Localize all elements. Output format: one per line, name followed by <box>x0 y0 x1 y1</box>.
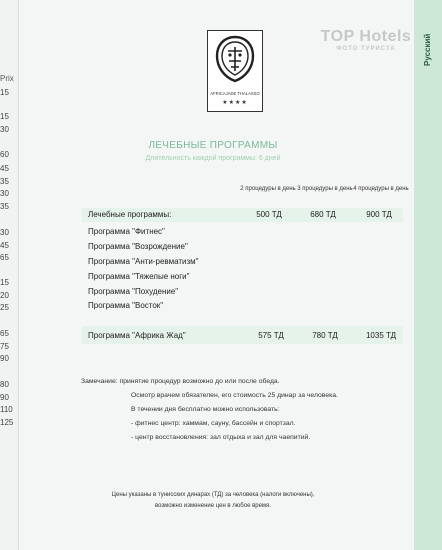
program-item: Программа "Возрождение" <box>88 242 188 251</box>
edge-number: 20 <box>0 291 9 300</box>
edge-number: 25 <box>0 303 9 312</box>
note-line: Замечание: принятие процедур возможно до или после обеда. <box>81 378 280 385</box>
price-cell: 1035 ТД <box>365 331 397 340</box>
note-line: - фитнес центр: хаммам, сауну, бассейн и спортзал. <box>131 420 296 427</box>
edge-number: 15 <box>0 112 9 121</box>
therapy-row-label: Лечебные программы: <box>88 210 172 219</box>
program-item: Программа "Анти-ревматизм" <box>88 257 199 266</box>
lion-emblem-icon <box>208 31 262 89</box>
watermark-main: TOP Hotels <box>320 28 412 45</box>
edge-number: 45 <box>0 241 9 250</box>
logo-stars: ★★★★ <box>222 100 248 106</box>
program-item: Программа "Фитнес" <box>88 227 165 236</box>
column-header: 3 процедуры в день <box>297 186 353 192</box>
edge-number: 125 <box>0 418 14 427</box>
watermark-sub: ФОТО ТУРИСТА <box>336 46 396 52</box>
africa-row-label: Программа "Африка Жад" <box>88 331 186 340</box>
program-item: Программа "Тяжелые ноги" <box>88 272 190 281</box>
price-cell: 680 ТД <box>310 210 336 219</box>
edge-number: 35 <box>0 202 9 211</box>
column-header: 4 процедуры в день <box>353 186 409 192</box>
column-header: 2 процедуры в день <box>240 186 296 192</box>
price-cell: 575 ТД <box>258 331 284 340</box>
page-title: ЛЕЧЕБНЫЕ ПРОГРАММЫ <box>148 140 278 151</box>
note-line: В течении дня бесплатно можно использовать: <box>131 406 280 413</box>
logo-brand: AFRICAJADE THALASSO <box>210 91 260 96</box>
prix-header: Prix <box>0 74 14 83</box>
edge-number: 45 <box>0 164 9 173</box>
edge-number: 30 <box>0 125 9 134</box>
price-cell: 500 ТД <box>256 210 282 219</box>
language-tab-strip <box>414 0 442 550</box>
edge-number: 65 <box>0 329 9 338</box>
note-line: Осмотр врачем обязателен, его стоимость 25 динар за человека. <box>131 392 338 399</box>
left-page-edge <box>0 0 19 550</box>
program-item: Программа "Восток" <box>88 301 164 310</box>
edge-number: 15 <box>0 278 9 287</box>
edge-number: 110 <box>0 405 13 414</box>
edge-number: 90 <box>0 393 9 402</box>
edge-number: 65 <box>0 253 9 262</box>
footer-line: возможно изменение цен в любое время. <box>155 503 271 509</box>
program-item: Программа "Похудение" <box>88 287 179 296</box>
edge-number: 30 <box>0 189 9 198</box>
language-label: Русский <box>423 33 432 67</box>
note-line: - центр восстановления: зал отдыха и зал для чаепитий. <box>131 434 311 441</box>
edge-number: 60 <box>0 150 9 159</box>
price-cell: 780 ТД <box>312 331 338 340</box>
edge-number: 30 <box>0 228 9 237</box>
watermark <box>316 28 416 52</box>
footer-line: Цены указаны в тунисских динарах (ТД) за человека (налоги включены), <box>111 492 315 498</box>
edge-number: 90 <box>0 354 9 363</box>
edge-number: 35 <box>0 177 9 186</box>
hotel-logo <box>207 30 263 112</box>
edge-number: 80 <box>0 380 9 389</box>
edge-number: 75 <box>0 342 9 351</box>
edge-number: 15 <box>0 88 9 97</box>
price-cell: 900 ТД <box>366 210 392 219</box>
page-subtitle: Длительность каждой программы: 6 дней <box>145 155 281 162</box>
